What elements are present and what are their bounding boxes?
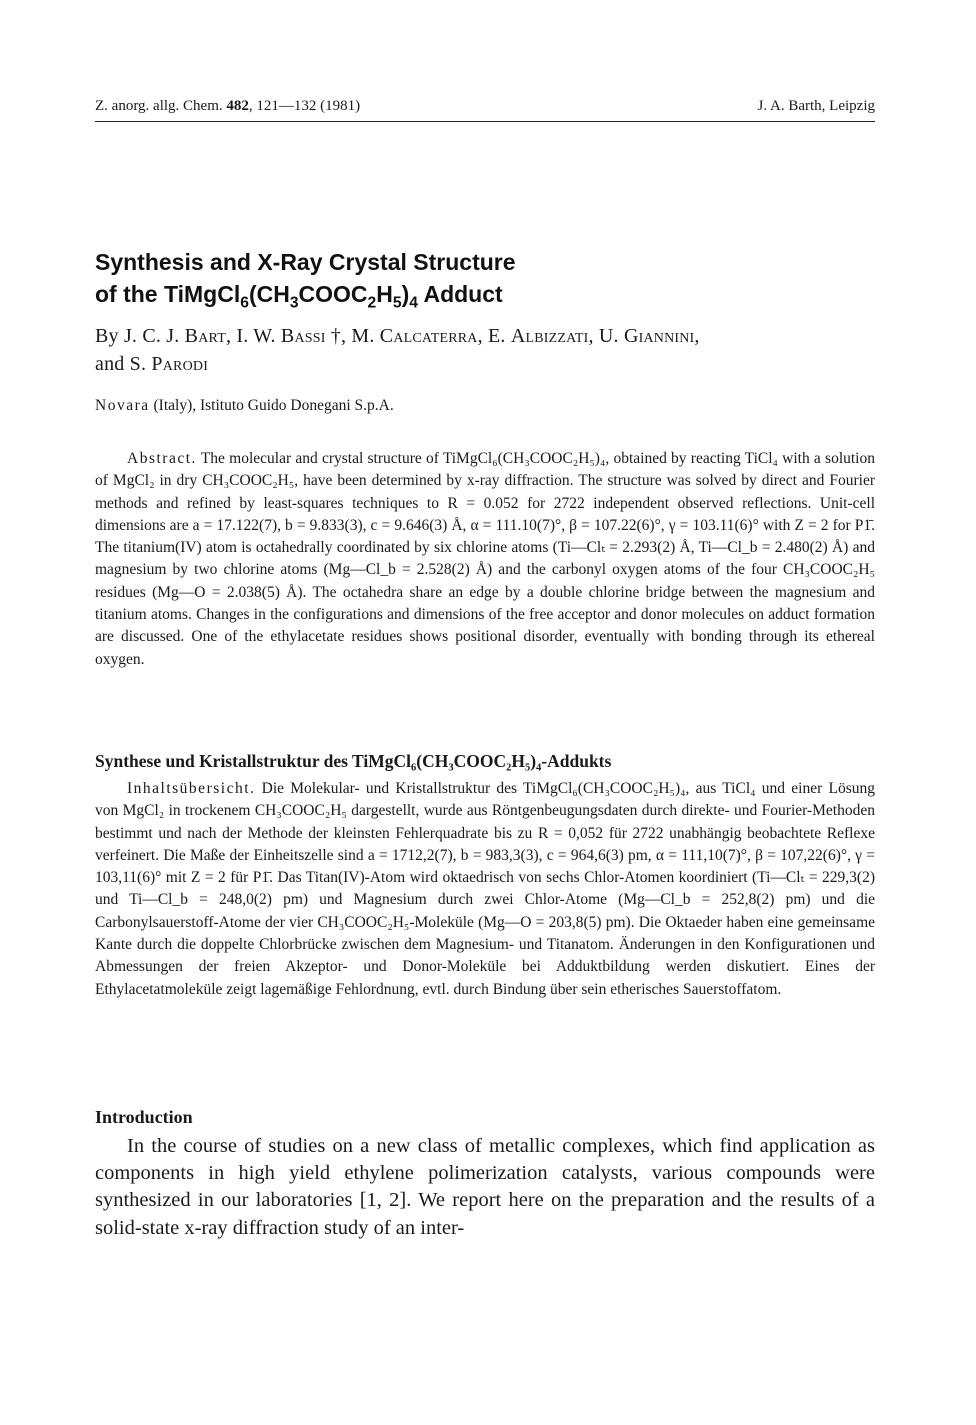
german-title: Synthese und Kristallstruktur des TiMgCl₆(CH₃COOC₂H₅)₄-Addukts (95, 751, 612, 771)
paper-title: Synthesis and X-Ray Crystal Structure of the $TiMgCl_6(CH_3COOC_2H_5)_4$ Adduct (95, 249, 516, 312)
introduction-heading: Introduction (95, 1107, 193, 1127)
abstract-text: The molecular and crystal structure of TiMgCl₆(CH₃COOC₂H₅)₄, obtained by reacting TiCl₄ with a solution of MgCl₂ in dry CH₃COOC₂H₅, have been determined by x-ray diffraction. The structure was solved by direct and Fourier methods and refined by least-squares techniques to R = 0.052 for 2722 independent observed reflections. Unit-cell dimensions are a = 17.122(7), b = 9.833(3), c = 9.646(3) Å, α = 111.10(7)°, β = 107.22(6)°, γ = 103.11(6)° with Z = 2 for P1̄. The titanium(IV) atom is octahedrally coordinated by six chlorine atoms (Ti—Clₜ = 2.293(2) Å, Ti—Cl_b = 2.480(2) Å) and magnesium by two chlorine atoms (Mg—Cl_b = 2.528(2) Å) and the carbonyl oxygen atoms of the four CH₃COOC₂H₅ residues (Mg—O = 2.038(5) Å). The octahedra share an edge by a double chlorine bridge between the magnesium and titanium atoms. Changes in the configurations and dimensions of the free acceptor and donor molecules on adduct formation are discussed. One of the ethylacetate residues shows positional disorder, eventually with bonding through its ethereal oxygen. (95, 450, 875, 668)
german-abstract (95, 778, 875, 1001)
journal-citation: Z. anorg. allg. Chem. 482, 121—132 (1981) (95, 98, 361, 114)
affiliation: Novara (Italy), Istituto Guido Donegani S.p.A. (95, 397, 394, 414)
abstract (95, 448, 875, 671)
german-abstract-label: Inhaltsübersicht. (127, 780, 256, 797)
publisher: J. A. Barth, Leipzig (757, 98, 875, 114)
header-rule (95, 121, 875, 122)
german-abstract-text: Die Molekular- und Kristallstruktur des TiMgCl₆(CH₃COOC₂H₅)₄, aus TiCl₄ und einer Lösung von MgCl₂ in trockenem CH₃COOC₂H₅ dargestellt, wurde aus Röntgenbeugungsdaten durch direkte- und Fourier-Methoden bestimmt und nach der Methode der kleinsten Fehlerquadrate bis zu R = 0,052 für 2722 unabhängig beobachtete Reflexe verfeinert. Die Maße der Einheitszelle sind a = 1712,2(7), b = 983,3(3), c = 964,6(3) pm, α = 111,10(7)°, β = 107,22(6)°, γ = 103,11(6)° mit Z = 2 für P1̄. Das Titan(IV)-Atom wird oktaedrisch von sechs Chlor-Atomen koordiniert (Ti—Clₜ = 229,3(2) und Ti—Cl_b = 248,0(2) pm) und Magnesium durch zwei Chlor-Atome (Mg—Cl_b = 252,8(2) pm) und die Carbonylsauerstoff-Atome der vier CH₃COOC₂H₅-Moleküle (Mg—O = 203,8(5) pm). Die Oktaeder haben eine gemeinsame Kante durch die doppelte Chlorbrücke zwischen dem Magnesium- und Titanatom. Änderungen in den Konfigurationen und Abmessungen der freien Akzeptor- und Donor-Moleküle bei Adduktbildung werden diskutiert. Eines der Ethylacetatmoleküle zeigt lagemäßige Fehlordnung, evtl. durch Bindung über sein etherisches Sauerstoffatom. (95, 780, 875, 998)
running-header (95, 96, 875, 116)
abstract-label: Abstract. (127, 450, 197, 467)
introduction-paragraph: In the course of studies on a new class of metallic complexes, which find application as components in high yield ethylene polimerization catalysts, various compounds were synthesized in our laboratories [1, 2]. We report here on the preparation and the results of a solid-state x-ray diffraction study of an inter- (95, 1135, 875, 1239)
author-list: By J. C. J. Bart, I. W. Bassi †, M. Calcaterra, E. Albizzati, U. Giannini, and S. Parodi (95, 325, 700, 375)
